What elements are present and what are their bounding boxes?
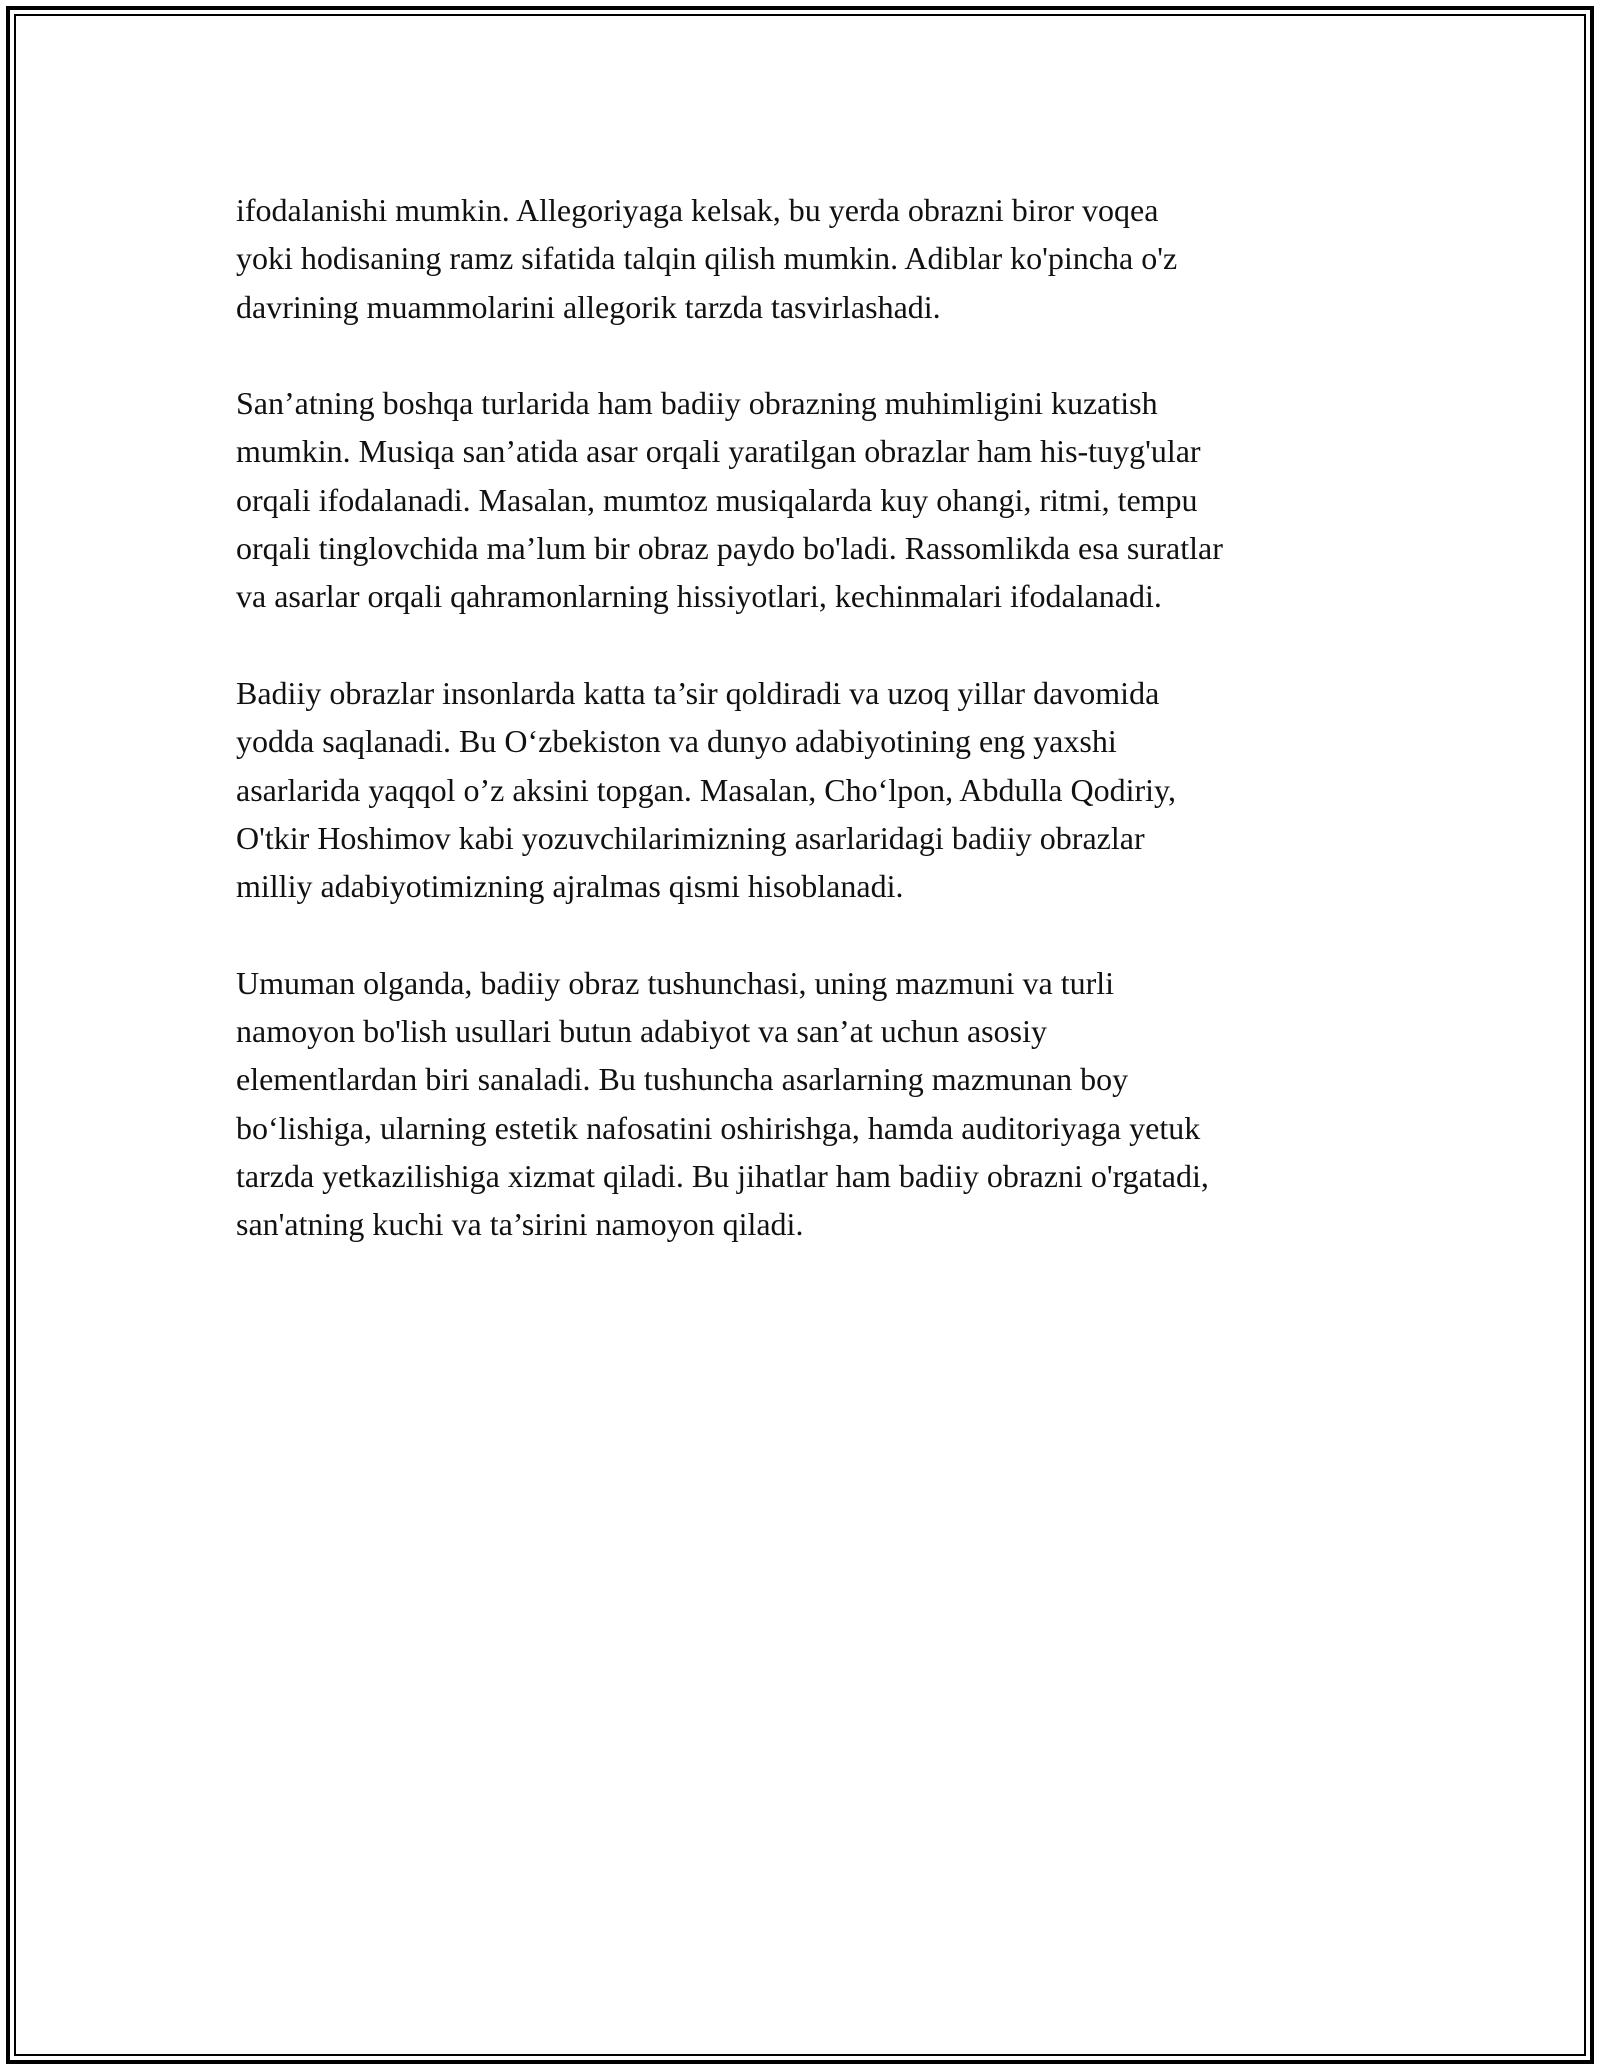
text-line: Badiiy obrazlar insonlarda katta ta’sir qoldiradi va uzoq yillar davomida (236, 674, 1160, 711)
document-body (236, 186, 1396, 1297)
paragraph-conclusion (236, 959, 1396, 1249)
text-line: asarlarida yaqqol o’z aksini topgan. Masalan, Cho‘lpon, Abdulla Qodiriy, (236, 771, 1176, 808)
text-line: San’atning boshqa turlarida ham badiiy obrazning muhimligini kuzatish (236, 385, 1158, 422)
paragraph-allegory (236, 186, 1396, 331)
text-line: davrining muammolarini allegorik tarzda tasvirlashadi. (236, 288, 941, 325)
paragraph-literature (236, 669, 1396, 910)
text-line: ifodalanishi mumkin. Allegoriyaga kelsak, bu yerda obrazni biror voqea (236, 192, 1159, 228)
text-line: namoyon bo'lish usullari butun adabiyot va san’at uchun asosiy (236, 1013, 1047, 1050)
text-line: bo‘lishiga, ularning estetik nafosatini oshirishga, hamda auditoriyaga yetuk (236, 1109, 1201, 1146)
text-line: orqali tinglovchida ma’lum bir obraz paydo bo'ladi. Rassomlikda esa suratlar (236, 530, 1223, 567)
text-line: Umuman olganda, badiiy obraz tushunchasi, uning mazmuni va turli (236, 964, 1115, 1001)
text-line: va asarlar orqali qahramonlarning hissiyotlari, kechinmalari ifodalanadi. (236, 578, 1162, 615)
text-line: O'tkir Hoshimov kabi yozuvchilarimizning asarlaridagi badiiy obrazlar (236, 819, 1145, 856)
text-line: mumkin. Musiqa san’atida asar orqali yaratilgan obrazlar ham his-tuyg'ular (236, 433, 1201, 470)
text-line: milliy adabiyotimizning ajralmas qismi hisoblanadi. (236, 868, 904, 905)
text-line: tarzda yetkazilishiga xizmat qiladi. Bu jihatlar ham badiiy obrazni o'rgatadi, (236, 1157, 1209, 1194)
text-line: san'atning kuchi va ta’sirini namoyon qiladi. (236, 1206, 804, 1243)
text-line: orqali ifodalanadi. Masalan, mumtoz musiqalarda kuy ohangi, ritmi, tempu (236, 481, 1198, 518)
paragraph-other-arts (236, 379, 1396, 620)
text-line: yodda saqlanadi. Bu O‘zbekiston va dunyo adabiyotining eng yaxshi (236, 723, 1117, 760)
text-line: yoki hodisaning ramz sifatida talqin qilish mumkin. Adiblar ko'pincha o'z (236, 240, 1178, 277)
text-line: elementlardan biri sanaladi. Bu tushuncha asarlarning mazmunan boy (236, 1061, 1129, 1098)
